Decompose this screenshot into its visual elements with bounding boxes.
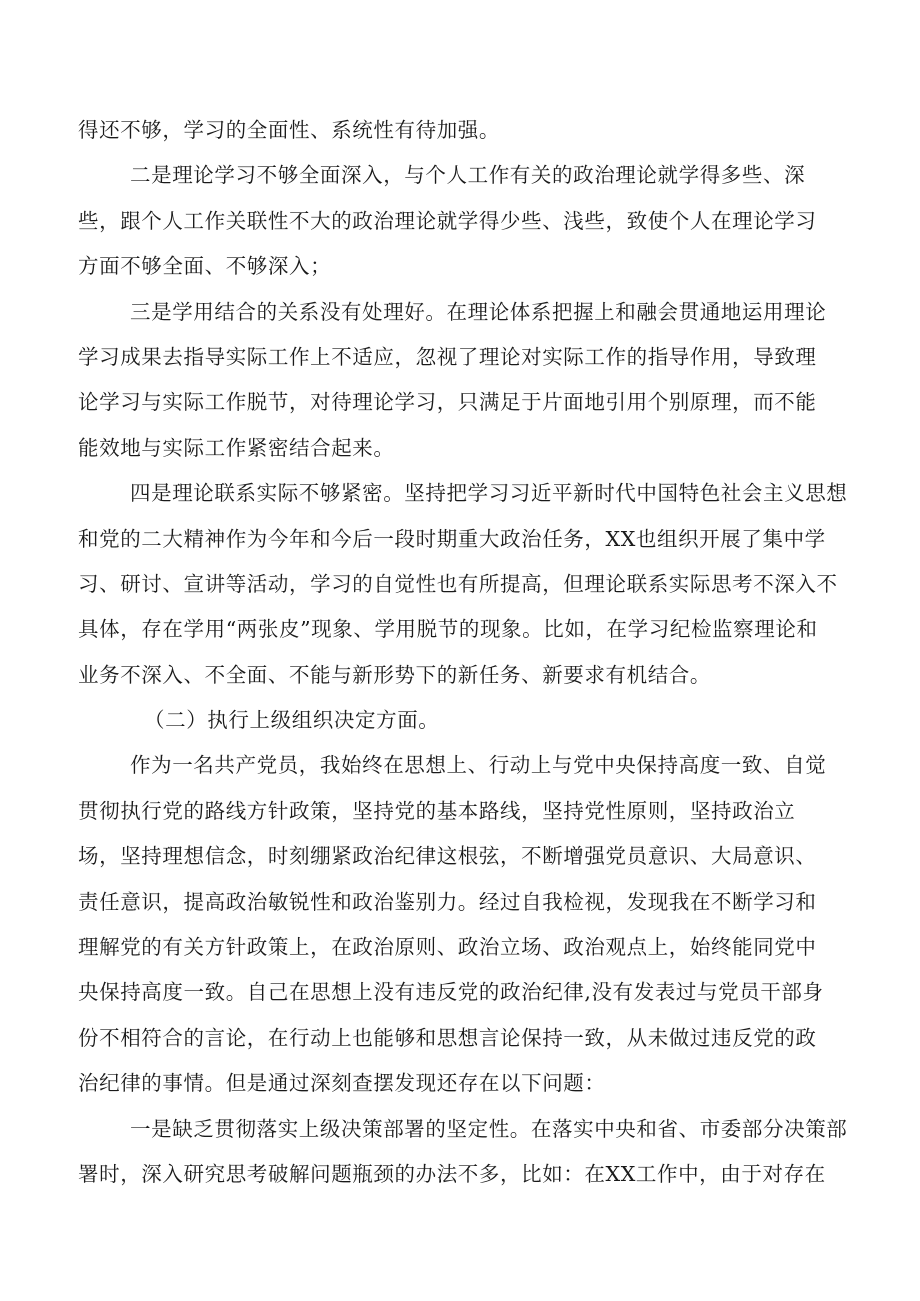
text-line: 业务不深入、不全面、不能与新形势下的新任务、新要求有机结合。 [78,662,711,687]
text-line: 方面不够全面、不够深入； [78,254,332,279]
text-line: 些，跟个人工作关联性不大的政治理论就学得少些、浅些，致使个人在理论学习 [78,208,817,233]
text-line: 作为一名共产党员，我始终在思想上、行动上与党中央保持高度一致、自觉 [130,753,827,778]
document-body [78,108,854,1197]
text-line: 责任意识，提高政治敏锐性和政治鉴别力。经过自我检视，发现我在不断学习和 [78,889,817,914]
text-line: 一是缺乏贯彻落实上级决策部署的坚定性。在落实中央和省、市委部分决策部 [130,1116,848,1141]
text-line: 央保持高度一致。自己在思想上没有违反党的政治纪律,没有发表过与党员干部身 [78,980,824,1005]
text-line: 三是学用结合的关系没有处理好。在理论体系把握上和融会贯通地运用理论 [130,299,827,324]
text-line: 习、研讨、宣讲等活动，学习的自觉性也有所提高，但理论联系实际思考不深入不 [78,571,838,596]
text-line: 得还不够，学习的全面性、系统性有待加强。 [78,118,500,142]
text-line: 四是理论联系实际不够紧密。坚持把学习习近平新时代中国特色社会主义思想 [130,481,848,506]
text-line: 理解党的有关方针政策上，在政治原则、政治立场、政治观点上，始终能同党中 [78,935,817,960]
text-line: 二是理论学习不够全面深入，与个人工作有关的政治理论就学得多些、深 [130,163,806,188]
text-line: 署时，深入研究思考破解问题瓶颈的办法不多，比如：在XX工作中，由于对存在 [78,1161,826,1186]
section-heading: （二）执行上级组织决定方面。 [144,708,440,733]
text-line: 能效地与实际工作紧密结合起来。 [78,435,395,460]
text-line: 场，坚持理想信念，时刻绷紧政治纪律这根弦，不断增强党员意识、大局意识、 [78,844,817,869]
text-line: 论学习与实际工作脱节，对待理论学习，只满足于片面地引用个别原理，而不能 [78,390,817,415]
text-line: 学习成果去指导实际工作上不适应，忽视了理论对实际工作的指导作用，导致理 [78,344,817,369]
text-line: 贯彻执行党的路线方针政策，坚持党的基本路线，坚持党性原则，坚持政治立 [78,798,796,823]
text-line: 治纪律的事情。但是通过深刻查摆发现还存在以下问题： [78,1071,606,1096]
text-line: 份不相符合的言论，在行动上也能够和思想言论保持一致，从未做过违反党的政 [78,1025,817,1050]
text-line: 和党的二大精神作为今年和今后一段时期重大政治任务，XX也组织开展了集中学 [78,526,826,551]
text-line: 具体，存在学用“两张皮”现象、学用脱节的现象。比如，在学习纪检监察理论和 [78,617,818,642]
